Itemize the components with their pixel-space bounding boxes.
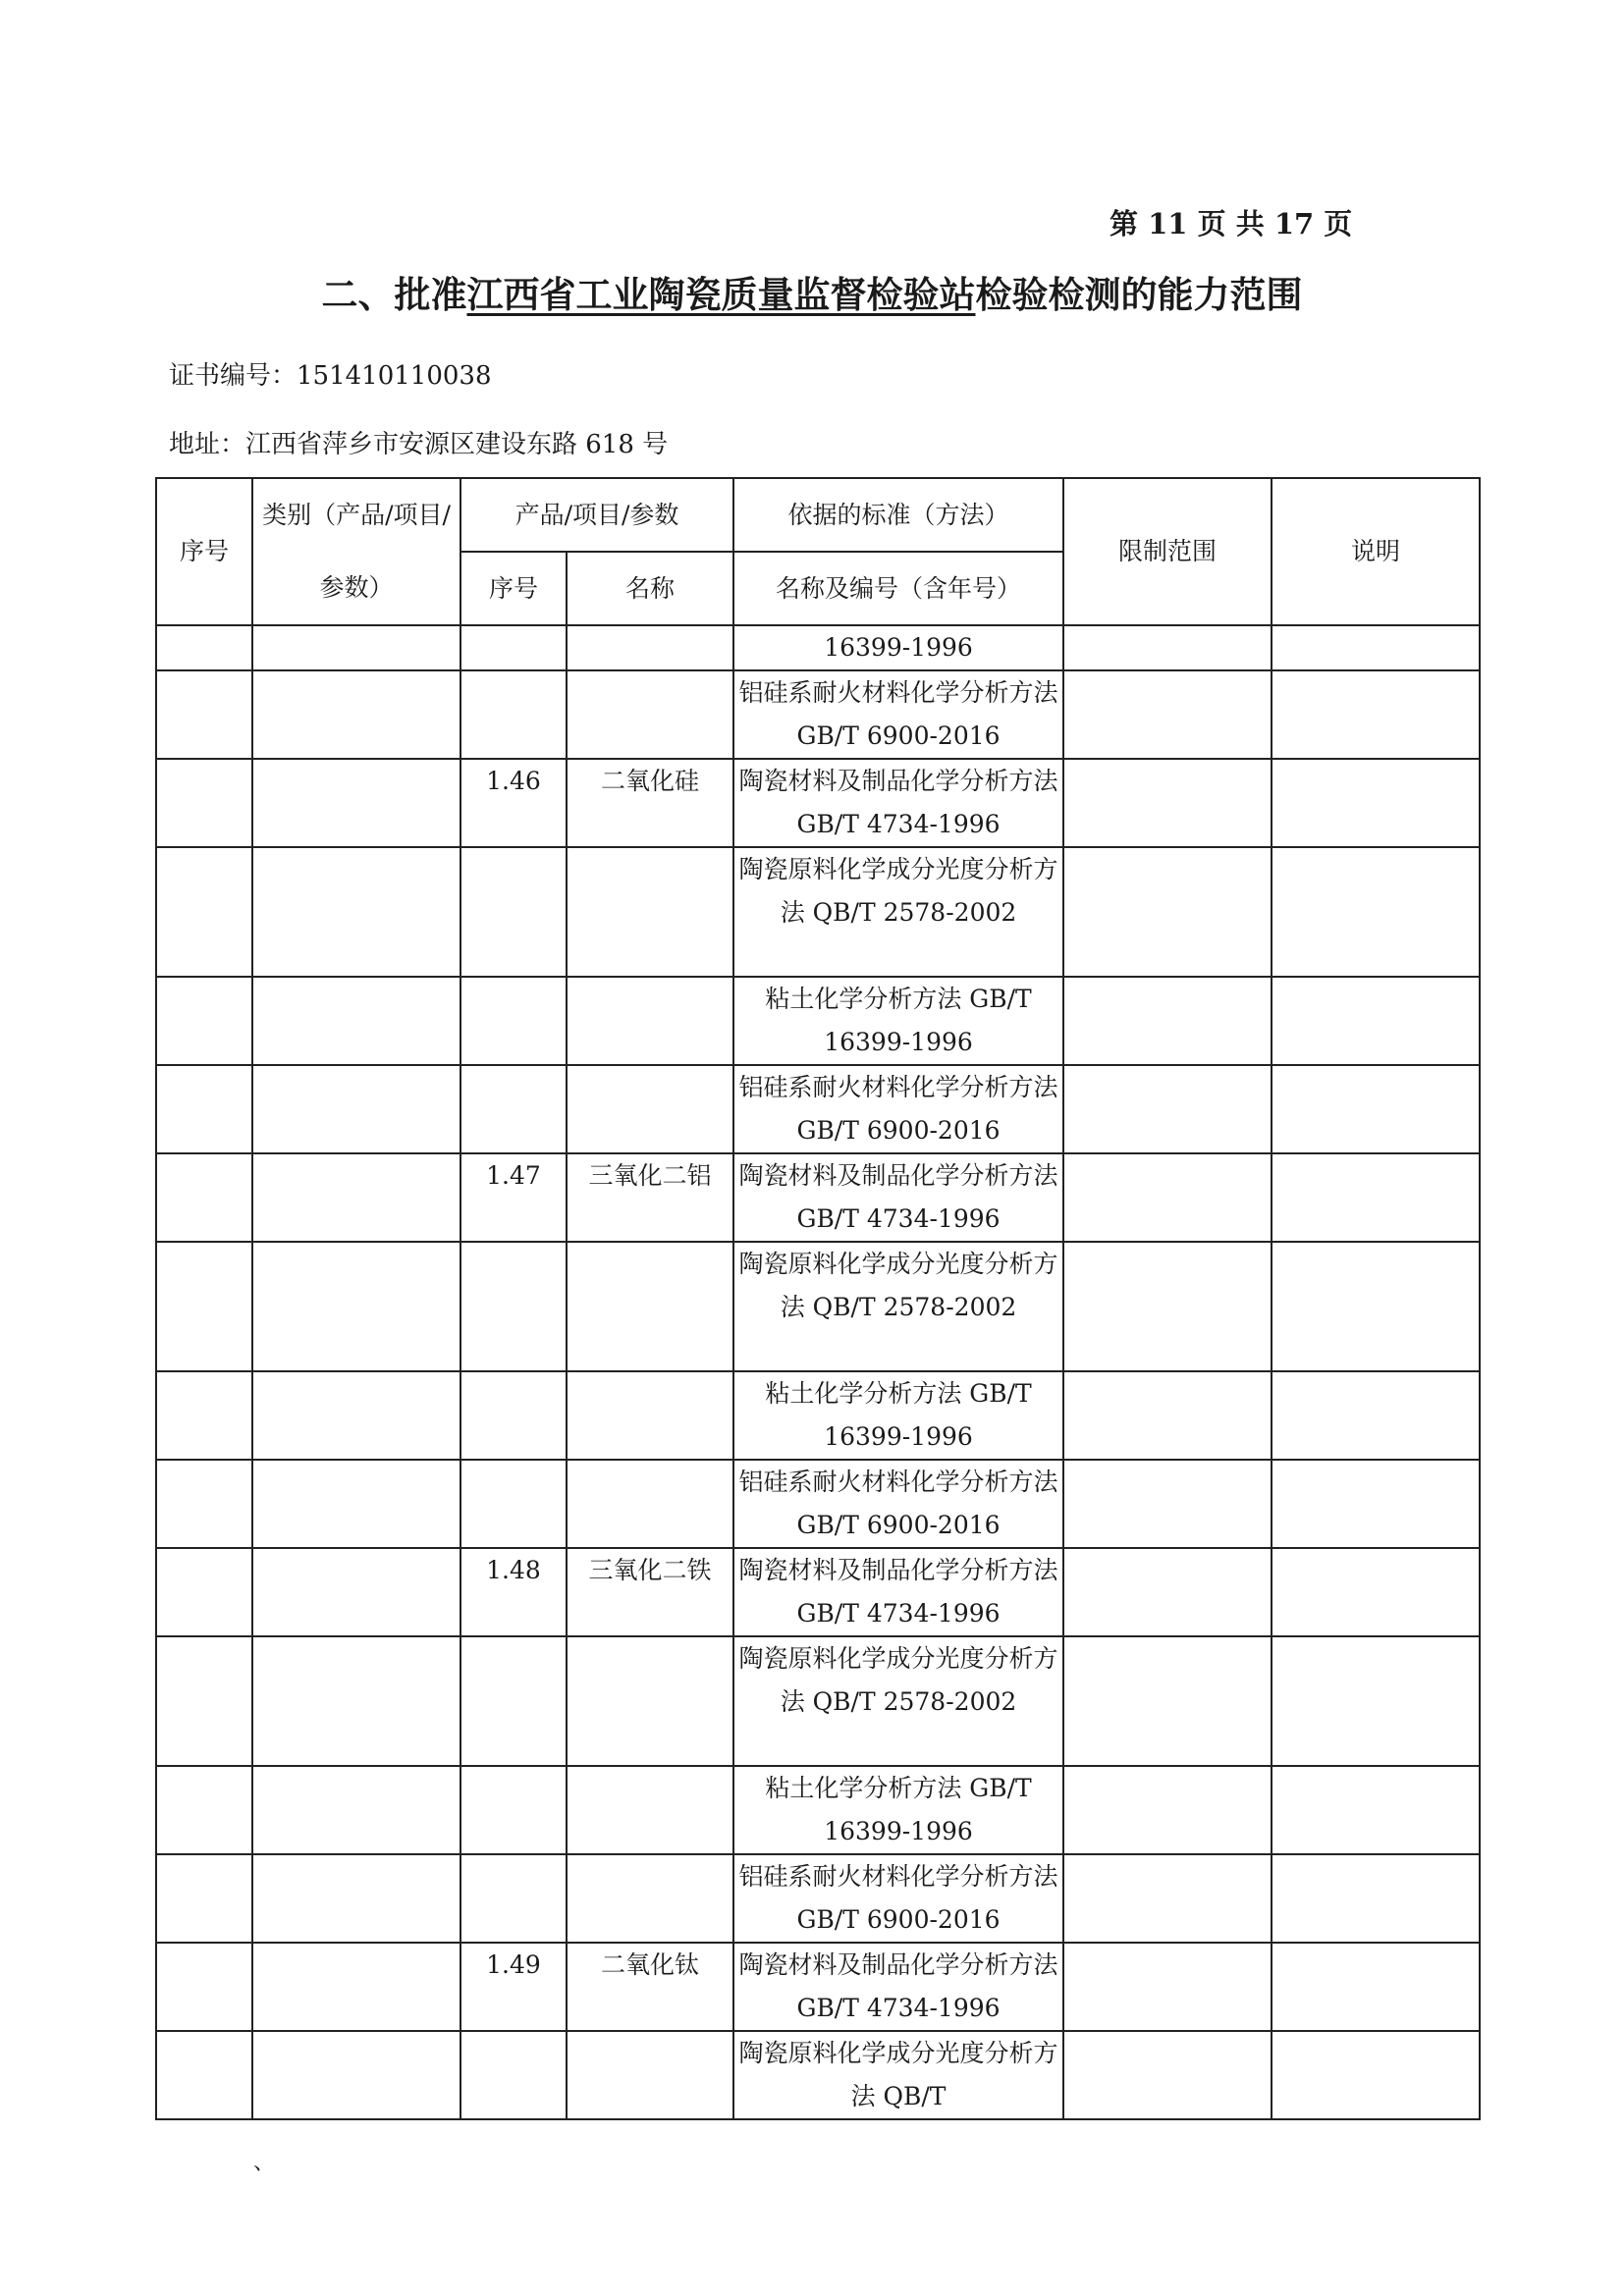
row-product-seq-cell [460,977,567,1065]
row-product-name-cell [567,1242,733,1371]
row-note-cell [1272,1065,1480,1153]
row-category-cell [252,670,460,759]
table-row [156,1548,1480,1636]
row-note-cell [1272,1636,1480,1766]
row-limit-cell [1063,1548,1272,1636]
row-product-seq-cell: 1.49 [460,1943,567,2031]
row-product-seq-cell [460,1766,567,1854]
header-product-name: 名称 [567,552,733,625]
page-number [1110,202,1365,242]
page-title [147,265,1477,318]
page-label-prefix: 第 [1110,207,1139,240]
row-category-cell [252,1460,460,1548]
row-limit-cell [1063,670,1272,759]
row-product-name-cell [567,1766,733,1854]
row-note-cell [1272,1371,1480,1460]
row-standard-cell: 陶瓷材料及制品化学分析方法 GB/T 4734-1996 [733,759,1063,847]
row-category-cell [252,1242,460,1371]
header-category-text: 类别（产品/项目/参数） [262,501,451,602]
page-label-suffix: 页 [1324,207,1353,240]
row-category-cell [252,2031,460,2119]
row-category-cell [252,1854,460,1943]
row-standard-cell: 粘土化学分析方法 GB/T 16399-1996 [733,1371,1063,1460]
table-row [156,2031,1480,2119]
row-standard-cell: 陶瓷材料及制品化学分析方法 GB/T 4734-1996 [733,1153,1063,1242]
table-row [156,1460,1480,1548]
row-seq-cell [156,977,252,1065]
row-seq-cell [156,625,252,670]
row-note-cell [1272,2031,1480,2119]
table-row [156,1766,1480,1854]
row-seq-cell [156,1854,252,1943]
row-category-cell [252,1153,460,1242]
table-row [156,1242,1480,1371]
row-seq-cell [156,1460,252,1548]
row-product-seq-cell [460,1065,567,1153]
row-product-name-cell: 二氧化钛 [567,1943,733,2031]
row-note-cell [1272,1548,1480,1636]
row-product-name-cell [567,1460,733,1548]
row-seq-cell [156,1548,252,1636]
page-total: 17 [1273,207,1315,240]
row-limit-cell [1063,847,1272,977]
row-note-cell [1272,759,1480,847]
row-product-name-cell: 二氧化硅 [567,759,733,847]
row-product-seq-cell: 1.48 [460,1548,567,1636]
row-category-cell [252,759,460,847]
header-note: 说明 [1272,478,1480,625]
header-product-seq: 序号 [460,552,567,625]
row-note-cell [1272,1153,1480,1242]
row-note-cell [1272,1242,1480,1371]
row-seq-cell [156,1242,252,1371]
row-standard-cell: 粘土化学分析方法 GB/T 16399-1996 [733,1766,1063,1854]
row-product-name-cell [567,625,733,670]
row-standard-cell: 陶瓷原料化学成分光度分析方法 QB/T [733,2031,1063,2119]
row-product-seq-cell [460,847,567,977]
row-standard-cell: 16399-1996 [733,625,1063,670]
row-note-cell [1272,847,1480,977]
row-product-seq-cell: 1.47 [460,1153,567,1242]
row-product-seq-cell [460,1242,567,1371]
row-limit-cell [1063,2031,1272,2119]
table-row [156,759,1480,847]
row-product-name-cell: 三氧化二铁 [567,1548,733,1636]
row-product-seq-cell [460,1636,567,1766]
row-standard-cell: 陶瓷原料化学成分光度分析方法 QB/T 2578-2002 [733,1636,1063,1766]
row-product-name-cell [567,1854,733,1943]
title-prefix: 二、批准 [321,273,467,316]
table-row [156,1854,1480,1943]
page-current: 11 [1148,207,1188,240]
row-limit-cell [1063,759,1272,847]
row-category-cell [252,1065,460,1153]
row-limit-cell [1063,1766,1272,1854]
row-standard-cell: 铝硅系耐火材料化学分析方法 GB/T 6900-2016 [733,1460,1063,1548]
row-category-cell [252,1548,460,1636]
row-category-cell [252,625,460,670]
row-limit-cell [1063,1153,1272,1242]
page-label-mid: 页 共 [1197,207,1265,240]
row-standard-cell: 陶瓷材料及制品化学分析方法 GB/T 4734-1996 [733,1548,1063,1636]
row-seq-cell [156,1153,252,1242]
row-note-cell [1272,1854,1480,1943]
row-product-name-cell [567,847,733,977]
row-limit-cell [1063,1943,1272,2031]
row-product-name-cell: 三氧化二铝 [567,1153,733,1242]
certificate-number: 证书编号：151410110038 [169,361,492,391]
row-category-cell [252,1766,460,1854]
row-note-cell [1272,977,1480,1065]
row-seq-cell [156,1943,252,2031]
table-row [156,1065,1480,1153]
row-seq-cell [156,670,252,759]
row-product-name-cell [567,1636,733,1766]
row-category-cell [252,1636,460,1766]
row-product-seq-cell [460,625,567,670]
row-product-name-cell [567,2031,733,2119]
row-note-cell [1272,1460,1480,1548]
table-body [156,625,1480,2119]
header-limit: 限制范围 [1063,478,1272,625]
row-seq-cell [156,1065,252,1153]
row-product-seq-cell [460,1460,567,1548]
row-standard-cell: 铝硅系耐火材料化学分析方法 GB/T 6900-2016 [733,670,1063,759]
row-standard-cell: 粘土化学分析方法 GB/T 16399-1996 [733,977,1063,1065]
row-product-seq-cell [460,1854,567,1943]
row-seq-cell [156,1636,252,1766]
table-row [156,1371,1480,1460]
address: 地址：江西省萍乡市安源区建设东路 618 号 [169,430,669,459]
row-seq-cell [156,1371,252,1460]
footer-mark: 、 [253,2151,276,2175]
row-limit-cell [1063,1854,1272,1943]
row-product-seq-cell: 1.46 [460,759,567,847]
row-limit-cell [1063,625,1272,670]
header-seq: 序号 [156,478,252,625]
row-product-name-cell [567,1371,733,1460]
row-standard-cell: 陶瓷材料及制品化学分析方法 GB/T 4734-1996 [733,1943,1063,2031]
table-row [156,847,1480,977]
row-standard-cell: 陶瓷原料化学成分光度分析方法 QB/T 2578-2002 [733,847,1063,977]
title-organization: 江西省工业陶瓷质量监督检验站 [466,273,976,316]
row-seq-cell [156,1766,252,1854]
row-seq-cell [156,759,252,847]
row-standard-cell: 陶瓷原料化学成分光度分析方法 QB/T 2578-2002 [733,1242,1063,1371]
row-limit-cell [1063,1242,1272,1371]
row-limit-cell [1063,977,1272,1065]
row-category-cell [252,977,460,1065]
row-note-cell [1272,670,1480,759]
row-seq-cell [156,2031,252,2119]
table-row [156,1943,1480,2031]
row-limit-cell [1063,1371,1272,1460]
row-category-cell [252,1943,460,2031]
row-seq-cell [156,847,252,977]
row-limit-cell [1063,1065,1272,1153]
row-category-cell [252,1371,460,1460]
row-limit-cell [1063,1460,1272,1548]
row-product-seq-cell [460,1371,567,1460]
row-product-name-cell [567,670,733,759]
header-product-group: 产品/项目/参数 [460,478,733,552]
row-note-cell [1272,1943,1480,2031]
row-product-name-cell [567,977,733,1065]
row-limit-cell [1063,1636,1272,1766]
capability-table [155,477,1481,2120]
header-standard-bottom: 名称及编号（含年号） [733,552,1063,625]
row-product-seq-cell [460,670,567,759]
row-category-cell [252,847,460,977]
table-row [156,625,1480,670]
row-note-cell [1272,625,1480,670]
table-row [156,977,1480,1065]
row-product-seq-cell [460,2031,567,2119]
header-category [252,478,460,625]
row-note-cell [1272,1766,1480,1854]
row-standard-cell: 铝硅系耐火材料化学分析方法 GB/T 6900-2016 [733,1065,1063,1153]
title-suffix: 检验检测的能力范围 [975,273,1303,316]
row-standard-cell: 铝硅系耐火材料化学分析方法 GB/T 6900-2016 [733,1854,1063,1943]
table-row [156,670,1480,759]
table-row [156,1636,1480,1766]
row-product-name-cell [567,1065,733,1153]
header-standard-top: 依据的标准（方法） [733,478,1063,552]
table-row [156,1153,1480,1242]
